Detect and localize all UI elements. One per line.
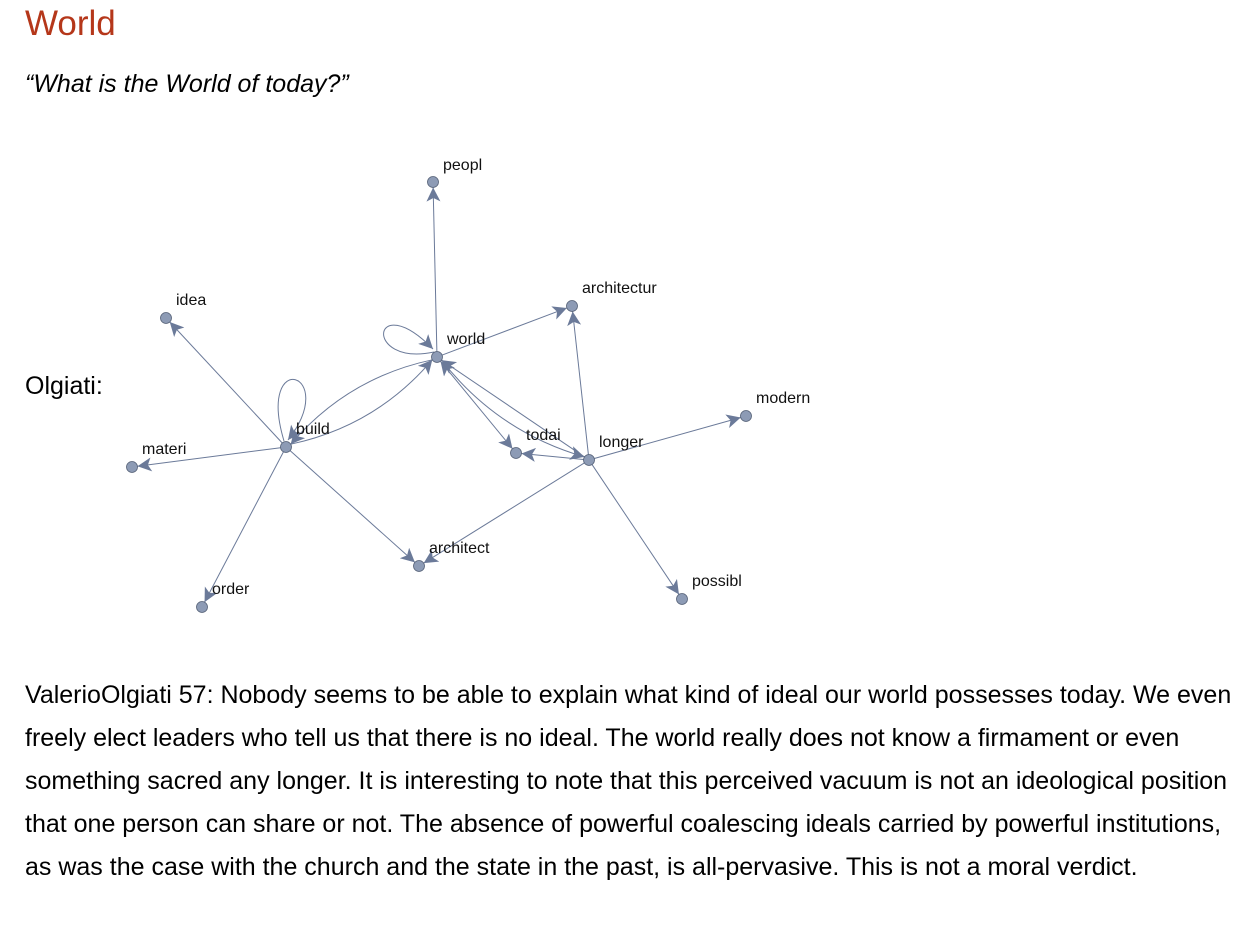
node-todai <box>511 448 522 459</box>
node-label-world: world <box>447 331 486 348</box>
edge-longer-to-architectur <box>573 311 589 454</box>
node-label-order: order <box>212 581 250 598</box>
edge-world-to-world <box>384 325 434 354</box>
node-order <box>197 602 208 613</box>
node-possibl <box>677 594 688 605</box>
quote-paragraph: ValerioOlgiati 57: Nobody seems to be able to explain what kind of ideal our world possesses today. We even freely elect leaders who tell us that there is no ideal. The world really does not know a firmament or even something sacred any longer. It is interesting to note that this perceived vacuum is not an ideological position that one person can share or not. The absence of powerful coalescing ideals carried by powerful institutions, as was the case with the church and the state in the past, is all-pervasive. This is not a moral verdict. <box>25 681 1232 881</box>
node-label-longer: longer <box>599 434 644 451</box>
edge-world-to-todai <box>440 361 512 449</box>
edge-world-to-peopl <box>433 187 437 351</box>
node-label-build: build <box>296 421 330 438</box>
node-materi <box>127 462 138 473</box>
node-longer <box>584 455 595 466</box>
edge-longer-to-world <box>442 360 585 457</box>
node-label-modern: modern <box>756 390 811 407</box>
node-label-peopl: peopl <box>443 157 483 174</box>
node-label-architect: architect <box>429 540 490 557</box>
node-architect <box>414 561 425 572</box>
edge-longer-to-possibl <box>592 465 679 595</box>
node-label-possibl: possibl <box>692 573 742 590</box>
node-label-materi: materi <box>142 441 187 458</box>
node-label-todai: todai <box>526 427 561 444</box>
node-world <box>432 352 443 363</box>
node-modern <box>741 411 752 422</box>
edge-build-to-architect <box>290 451 415 563</box>
node-architectur <box>567 301 578 312</box>
question-subtitle: “What is the World of today?” <box>25 70 349 98</box>
node-idea <box>161 313 172 324</box>
edge-build-to-idea <box>170 322 283 443</box>
page-title: World <box>25 4 116 43</box>
node-build <box>281 442 292 453</box>
edge-longer-to-todai <box>521 454 583 460</box>
edge-build-to-order <box>205 452 284 602</box>
speaker-label: Olgiati: <box>25 372 103 400</box>
node-peopl <box>428 177 439 188</box>
node-label-architectur: architectur <box>582 280 657 297</box>
node-label-idea: idea <box>176 292 207 309</box>
